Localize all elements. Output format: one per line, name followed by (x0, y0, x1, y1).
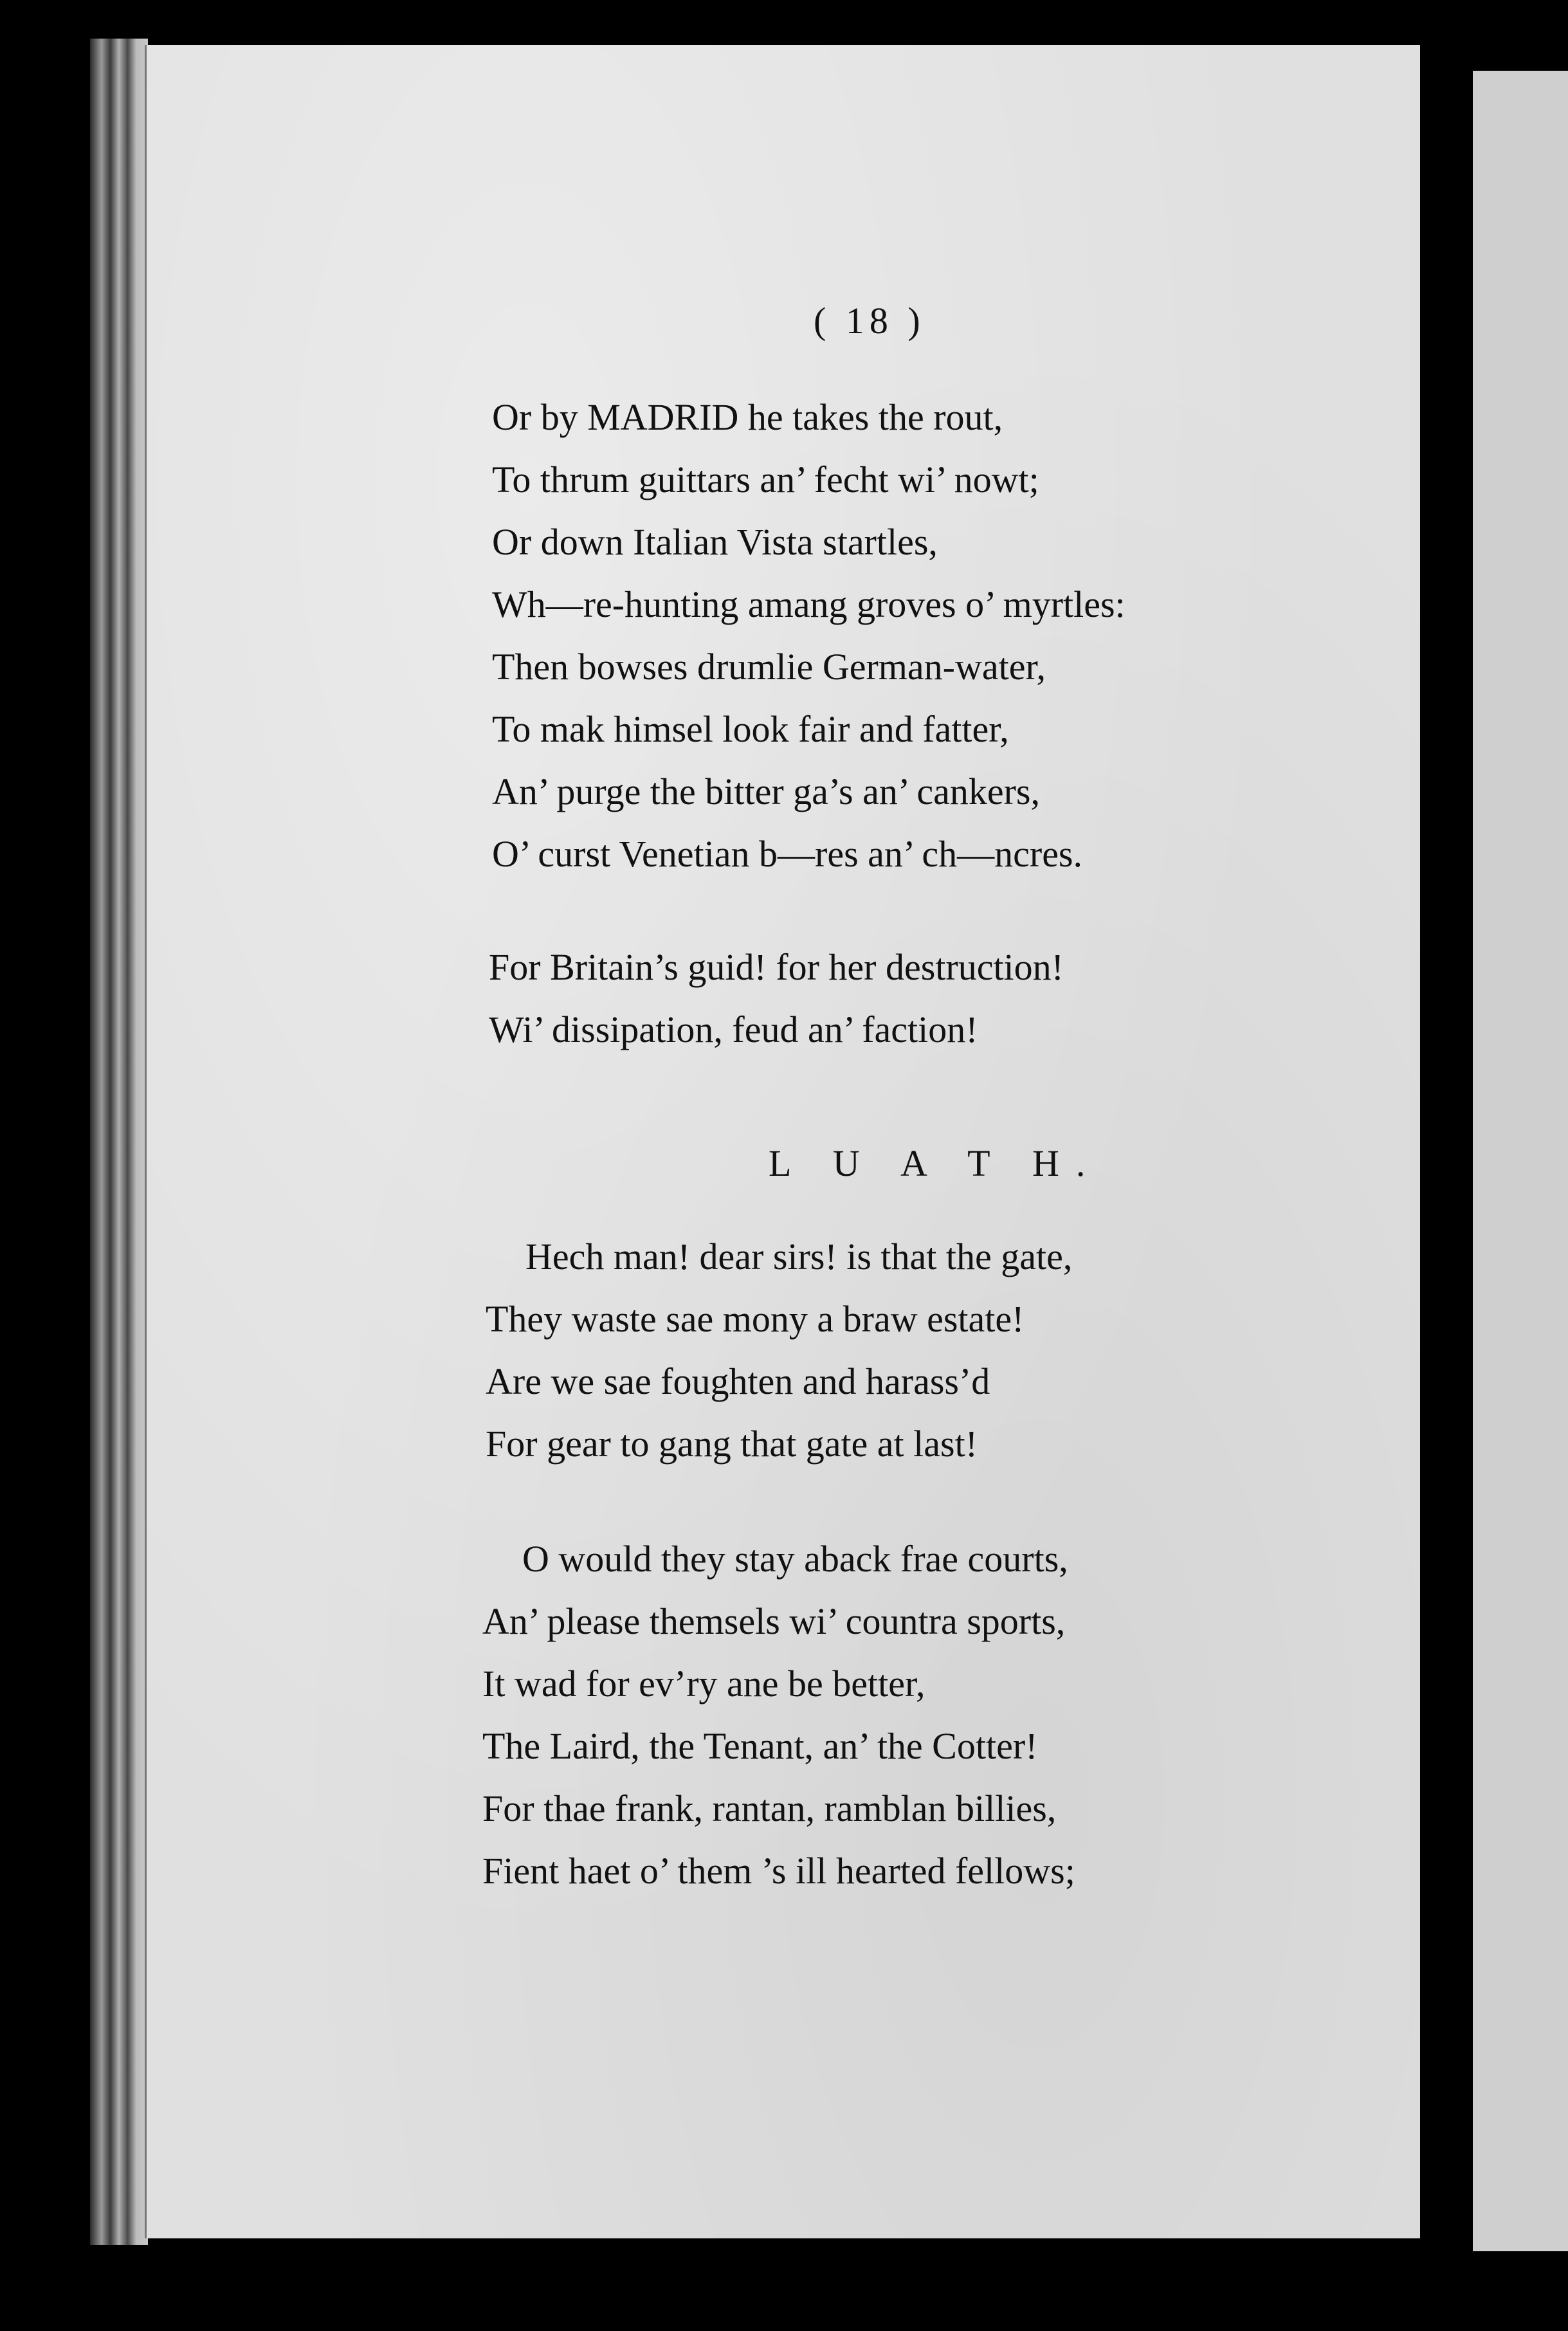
verse-line: To mak himsel look fair and fatter, (492, 708, 1009, 750)
stanza-2 (489, 936, 1064, 1061)
facing-page-edge (1473, 71, 1568, 2251)
verse-line: O would they stay aback frae courts, (522, 1538, 1068, 1580)
stanza-1 (492, 386, 1126, 885)
verse-line: Wh—re-hunting amang groves o’ myrtles: (492, 583, 1126, 625)
verse-line: Then bowses drumlie German-water, (492, 646, 1046, 688)
verse-line: It wad for ev’ry ane be better, (482, 1663, 925, 1705)
section-heading: L U A T H. (769, 1142, 1102, 1184)
verse-line: The Laird, the Tenant, an’ the Cotter! (482, 1725, 1038, 1767)
stanza-4 (482, 1528, 1075, 1902)
verse-line: For thae frank, rantan, ramblan billies, (482, 1787, 1057, 1829)
verse-line: Are we sae foughten and harass’d (486, 1360, 990, 1402)
verse-line: Or down Italian Vista startles, (492, 521, 938, 563)
verse-line: Wi’ dissipation, feud an’ faction! (489, 1009, 978, 1050)
verse-line: To thrum guittars an’ fecht wi’ nowt; (492, 459, 1039, 500)
verse-line: An’ purge the bitter ga’s an’ cankers, (492, 771, 1040, 812)
verse-line: For gear to gang that gate at last! (486, 1423, 978, 1465)
verse-line: For Britain’s guid! for her destruction! (489, 946, 1064, 988)
verse-line: An’ please themsels wi’ countra sports, (482, 1600, 1066, 1642)
verse-line: Or by MADRID he takes the rout, (492, 396, 1003, 438)
verse-line: Fient haet o’ them ’s ill hearted fellows; (482, 1850, 1075, 1892)
stanza-3 (486, 1225, 1072, 1475)
verse-line: O’ curst Venetian b—res an’ ch—ncres. (492, 833, 1083, 875)
book-spine-edge (90, 39, 148, 2245)
verse-line: Hech man! dear sirs! is that the gate, (525, 1236, 1073, 1277)
page-number: ( 18 ) (814, 300, 925, 342)
verse-line: They waste sae mony a braw estate! (486, 1298, 1025, 1340)
